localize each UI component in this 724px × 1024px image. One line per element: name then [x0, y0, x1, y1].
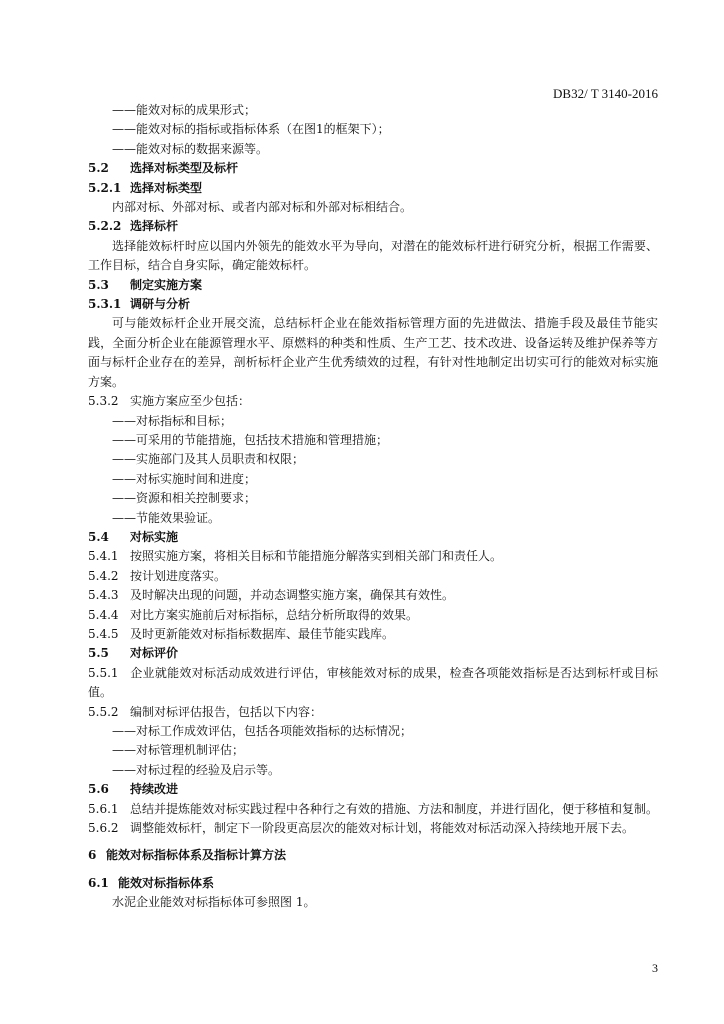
- clause: 5.6.1 总结并提炼能效对标实践过程中各种行之有效的措施、方法和制度，并进行固化，便于移植和复制。: [88, 801, 659, 816]
- section-heading: 6.1 能效对标指标体系: [88, 875, 215, 890]
- chapter-heading: 6 能效对标指标体系及指标计算方法: [88, 848, 287, 863]
- section-heading: 5.6 持续改进: [88, 782, 179, 797]
- section-heading: 5.2 选择对标类型及标杆: [88, 161, 239, 176]
- list-item: ——能效对标的成果形式；: [112, 103, 257, 117]
- clause: 5.4.4 对比方案实施前后对标指标，总结分析所取得的效果。: [88, 607, 419, 622]
- list-item: ——对标工作成效评估，包括各项能效指标的达标情况；: [112, 724, 413, 738]
- subsection-heading: 5.3.1 调研与分析: [88, 297, 191, 312]
- paragraph: 可与能效标杆企业开展交流，总结标杆企业在能效指标管理方面的先进做法、措施手段及最佳节能实践，全面分析企业在能源管理水平、原燃料的种类和性质、生产工艺、技术改进、设备运转及维护保养等方面与标杆企业存在的差异，剖析标杆企业产生优秀绩效的过程，有针对性地制定出切实可行的能效对标实施方案。: [88, 316, 658, 389]
- list-item: ——节能效果验证。: [112, 510, 221, 525]
- list-item: ——对标指标和目标；: [112, 413, 233, 428]
- list-item: ——对标过程的经验及启示等。: [112, 762, 281, 777]
- clause: 5.3.2 实施方案应至少包括：: [88, 394, 251, 409]
- clause: 5.6.2 调整能效标杆，制定下一阶段更高层次的能效对标计划，将能效对标活动深入持续地开展下去。: [88, 821, 635, 836]
- section-heading: 5.4 对标实施: [88, 529, 179, 544]
- section-heading: 5.5 对标评价: [88, 646, 179, 661]
- subsection-heading: 5.2.1 选择对标类型: [88, 180, 203, 195]
- list-item: ——能效对标的数据来源等。: [112, 141, 269, 156]
- paragraph: 内部对标、外部对标、或者内部对标和外部对标相结合。: [112, 200, 413, 215]
- list-item: ——对标实施时间和进度；: [112, 471, 257, 486]
- clause: 5.4.5 及时更新能效对标指标数据库、最佳节能实践库。: [88, 626, 395, 641]
- list-item: ——对标管理机制评估；: [112, 743, 245, 758]
- page-number: 3: [652, 961, 658, 975]
- paragraph: 水泥企业能效对标指标体可参照图 1。: [112, 895, 316, 910]
- clause: 5.5.2 编制对标评估报告，包括以下内容：: [88, 704, 323, 719]
- clause: 5.4.2 按计划进度落实。: [88, 568, 227, 583]
- document-body: [88, 101, 658, 913]
- section-heading: 5.3 制定实施方案: [88, 277, 203, 292]
- list-item: ——资源和相关控制要求；: [112, 491, 257, 506]
- list-item: ——实施部门及其人员职责和权限；: [112, 452, 305, 467]
- clause: 5.5.1 企业就能效对标活动成效进行评估，审核能效对标的成果，检查各项能效指标是否达到标杆或目标值。: [88, 665, 658, 700]
- list-item: ——能效对标的指标或指标体系（在图1的框架下）；: [112, 122, 390, 137]
- clause: 5.4.3 及时解决出现的问题，并动态调整实施方案，确保其有效性。: [88, 588, 455, 603]
- subsection-heading: 5.2.2 选择标杆: [88, 219, 179, 234]
- paragraph: 选择能效标杆时应以国内外领先的能效水平为导向，对潜在的能效标杆进行研究分析，根据工作需要、工作目标，结合自身实际，确定能效标杆。: [88, 238, 658, 273]
- list-item: ——可采用的节能措施，包括技术措施和管理措施；: [112, 432, 389, 447]
- standard-code: DB32/ T 3140-2016: [553, 86, 658, 101]
- clause: 5.4.1 按照实施方案，将相关目标和节能措施分解落实到相关部门和责任人。: [88, 549, 503, 564]
